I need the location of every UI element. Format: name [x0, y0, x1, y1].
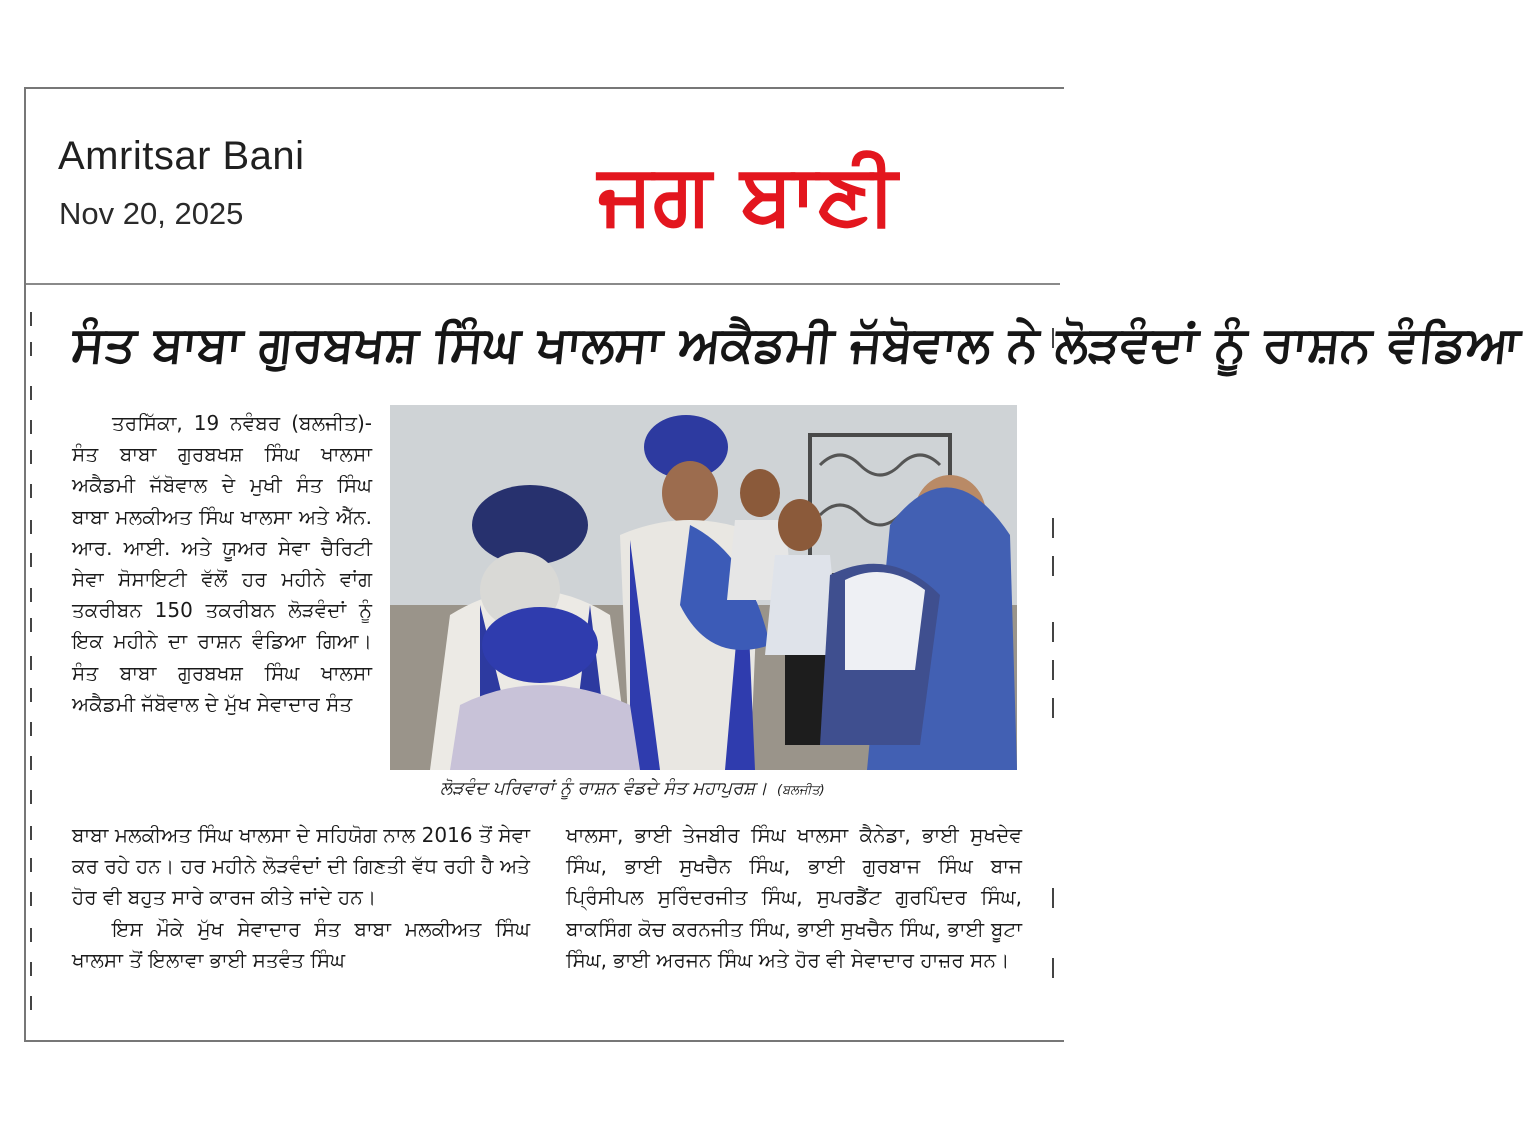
- article-column-left: [72, 408, 372, 828]
- article-paragraph: ਤਰਸਿੱਕਾ, 19 ਨਵੰਬਰ (ਬਲਜੀਤ)-ਸੰਤ ਬਾਬਾ ਗੁਰਬਖਸ਼ ਸਿੰਘ ਖਾਲਸਾ ਅਕੈਡਮੀ ਜੱਬੋਵਾਲ ਦੇ ਮੁਖੀ ਸੰਤ ਸਿੰਘ ਬਾਬਾ ਮਲਕੀਅਤ ਸਿੰਘ ਖਾਲਸਾ ਅਤੇ ਐੱਨ. ਆਰ. ਆਈ. ਅਤੇ ਯੂਅਰ ਸੇਵਾ ਚੈਰਿਟੀ ਸੇਵਾ ਸੋਸਾਇਟੀ ਵੱਲੋਂ ਹਰ ਮਹੀਨੇ ਵਾਂਗ ਤਕਰੀਬਨ 150 ਤਕਰੀਬਨ ਲੋੜਵੰਦਾਂ ਨੂੰ ਇਕ ਮਹੀਨੇ ਦਾ ਰਾਸ਼ਨ ਵੰਡਿਆ ਗਿਆ। ਸੰਤ ਬਾਬਾ ਗੁਰਬਖਸ਼ ਸਿੰਘ ਖਾਲਸਾ ਅਕੈਡਮੀ ਜੱਬੋਵਾਲ ਦੇ ਮੁੱਖ ਸੇਵਾਦਾਰ ਸੰਤ: [72, 411, 372, 716]
- article-paragraph: ਖਾਲਸਾ, ਭਾਈ ਤੇਜਬੀਰ ਸਿੰਘ ਖਾਲਸਾ ਕੈਨੇਡਾ, ਭਾਈ ਸੁਖਦੇਵ ਸਿੰਘ, ਭਾਈ ਸੁਖਚੈਨ ਸਿੰਘ, ਭਾਈ ਗੁਰਬਾਜ ਸਿੰਘ ਬਾਜ ਪ੍ਰਿੰਸੀਪਲ ਸੁਰਿੰਦਰਜੀਤ ਸਿੰਘ, ਸੁਪਰਡੈਂਟ ਗੁਰਪਿੰਦਰ ਸਿੰਘ, ਬਾਕਸਿੰਗ ਕੋਚ ਕਰਨਜੀਤ ਸਿੰਘ, ਭਾਈ ਸੁਖਚੈਨ ਸਿੰਘ, ਭਾਈ ਬੂਟਾ ਸਿੰਘ, ਭਾਈ ਅਰਜਨ ਸਿੰਘ ਅਤੇ ਹੋਰ ਵੀ ਸੇਵਾਦਾਰ ਹਾਜ਼ਰ ਸਨ।: [566, 823, 1022, 972]
- header-divider: [26, 283, 1060, 285]
- article-paragraph: ਇਸ ਮੌਕੇ ਮੁੱਖ ਸੇਵਾਦਾਰ ਸੰਤ ਬਾਬਾ ਮਲਕੀਅਤ ਸਿੰਘ ਖਾਲਸਾ ਤੋਂ ਇਲਾਵਾ ਭਾਈ ਸਤਵੰਤ ਸਿੰਘ: [72, 916, 530, 972]
- article-column-bottom-right: [566, 820, 1022, 1024]
- publication-name: Amritsar Bani: [58, 134, 305, 178]
- photo-caption: [440, 778, 1020, 808]
- article-paragraph: ਬਾਬਾ ਮਲਕੀਅਤ ਸਿੰਘ ਖਾਲਸਾ ਦੇ ਸਹਿਯੋਗ ਨਾਲ 2016 ਤੋਂ ਸੇਵਾ ਕਰ ਰਹੇ ਹਨ। ਹਰ ਮਹੀਨੇ ਲੋੜਵੰਦਾਂ ਦੀ ਗਿਣਤੀ ਵੱਧ ਰਹੀ ਹੈ ਅਤੇ ਹੋਰ ਵੀ ਬਹੁਤ ਸਾਰੇ ਕਾਰਜ ਕੀਤੇ ਜਾਂਦੇ ਹਨ।: [72, 823, 530, 910]
- adjacent-column-edge-right: [1048, 298, 1060, 1018]
- newspaper-masthead: ਜਗ ਬਾਣੀ: [598, 145, 897, 243]
- adjacent-column-edge-left: [30, 298, 44, 1018]
- publication-date: Nov 20, 2025: [59, 196, 244, 231]
- photo-caption-text: ਲੋੜਵੰਦ ਪਰਿਵਾਰਾਂ ਨੂੰ ਰਾਸ਼ਨ ਵੰਡਦੇ ਸੰਤ ਮਹਾਪੁਰਸ਼।: [440, 778, 768, 799]
- article-column-bottom-left: [72, 820, 530, 1024]
- photo-credit: (ਬਲਜੀਤ): [776, 783, 825, 798]
- article-headline: ਸੰਤ ਬਾਬਾ ਗੁਰਬਖਸ਼ ਸਿੰਘ ਖਾਲਸਾ ਅਕੈਡਮੀ ਜੱਬੋਵਾਲ ਨੇ ਲੋੜਵੰਦਾਂ ਨੂੰ ਰਾਸ਼ਨ ਵੰਡਿਆ: [69, 316, 1523, 373]
- news-photo: [390, 405, 1017, 770]
